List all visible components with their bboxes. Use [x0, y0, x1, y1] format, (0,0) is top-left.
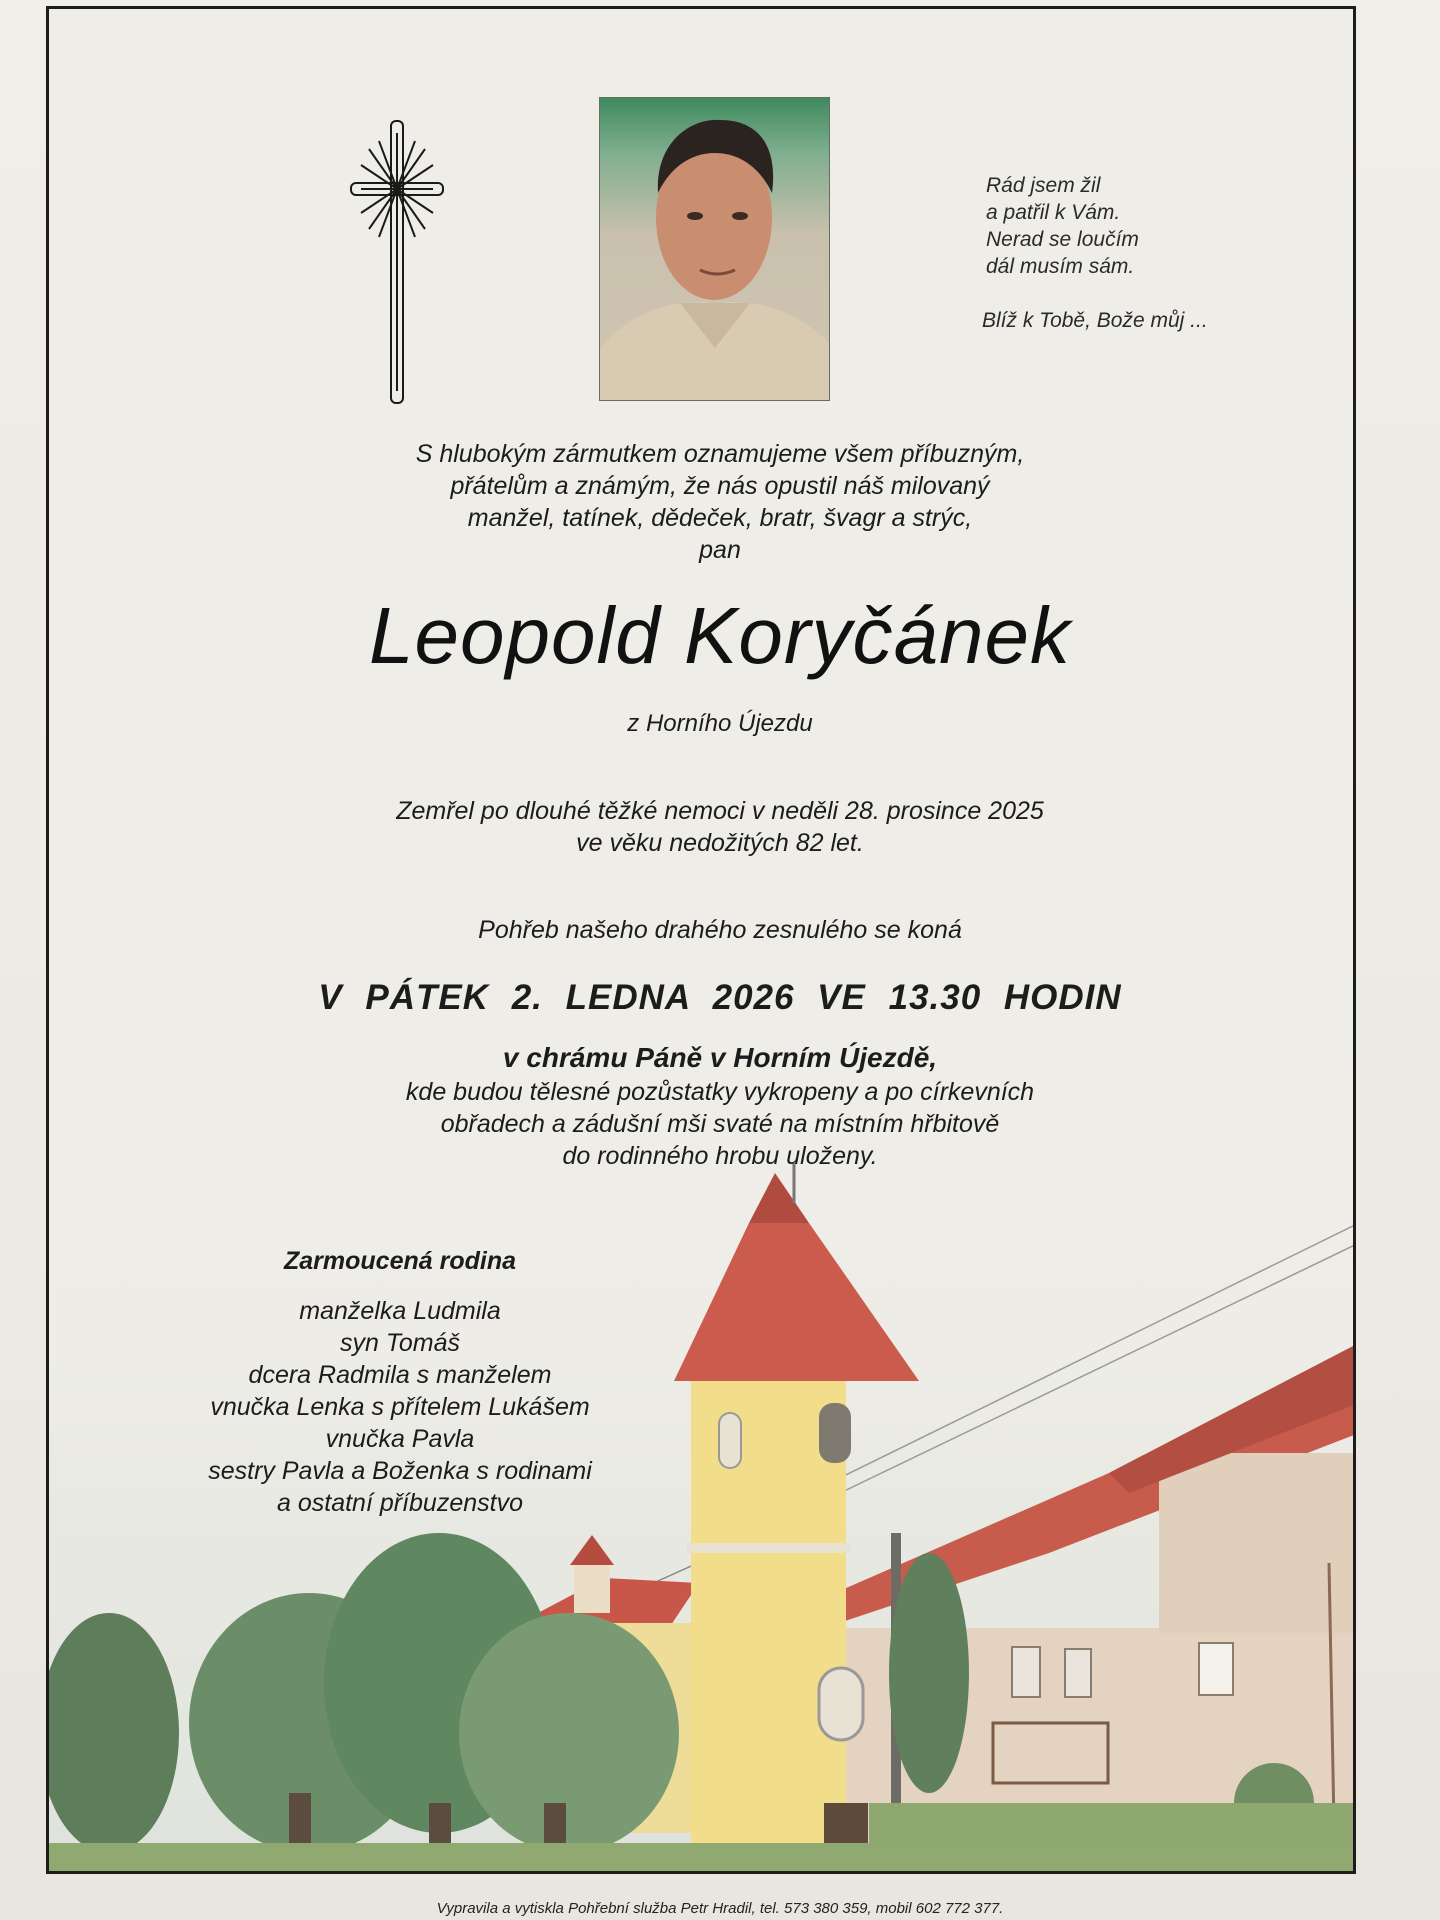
intro-line: S hlubokým zármutkem oznamujeme všem příbuzným,: [415, 440, 1025, 468]
poem-block: [982, 172, 1208, 334]
family-member: vnučka Lenka s přítelem Lukášem: [210, 1393, 590, 1421]
poem-line: dál musím sám.: [986, 255, 1135, 278]
family-member: dcera Radmila s manželem: [248, 1361, 552, 1389]
intro-line: manžel, tatínek, dědeček, bratr, švagr a strýc,: [467, 504, 973, 532]
funeral-detail-line: do rodinného hrobu uloženy.: [562, 1142, 878, 1170]
death-line: Zemřel po dlouhé těžké nemoci v neděli 28. prosince 2025: [396, 797, 1044, 825]
poem-line: Nerad se loučím: [986, 228, 1139, 251]
family-member: manželka Ludmila: [299, 1297, 501, 1325]
deceased-origin: z Horního Újezdu: [627, 710, 813, 737]
poem-line: a patřil k Vám.: [986, 201, 1121, 224]
poem-closing: Blíž k Tobě, Bože můj ...: [982, 309, 1208, 332]
cross-icon: [349, 119, 445, 409]
announcement-intro: [0, 438, 1440, 566]
intro-line: přátelům a známým, že nás opustil náš milovaný: [450, 472, 990, 500]
death-notice: [0, 795, 1440, 859]
family-member: sestry Pavla a Boženka s rodinami: [208, 1457, 592, 1485]
funeral-date: V PÁTEK 2. LEDNA 2026 VE 13.30 HODIN: [318, 978, 1122, 1017]
funeral-intro: Pohřeb našeho drahého zesnulého se koná: [478, 916, 962, 944]
deceased-name: Leopold Koryčánek: [369, 591, 1071, 680]
family-heading: Zarmoucená rodina: [284, 1247, 516, 1275]
poem-line: Rád jsem žil: [986, 174, 1101, 197]
deceased-portrait: [599, 97, 830, 401]
death-line: ve věku nedožitých 82 let.: [576, 829, 864, 857]
family-member: vnučka Pavla: [325, 1425, 475, 1453]
funeral-ceremony: [0, 1040, 1440, 1172]
funeral-detail-line: obřadech a zádušní mši svaté na místním hřbitově: [440, 1110, 1000, 1138]
family-member: a ostatní příbuzenstvo: [277, 1489, 523, 1517]
funeral-detail-line: kde budou tělesné pozůstatky vykropeny a po církevních: [405, 1078, 1035, 1106]
funeral-place: v chrámu Páně v Horním Újezdě,: [502, 1042, 938, 1073]
intro-line: pan: [699, 536, 741, 564]
family-block: [150, 1245, 650, 1519]
funeral-service-footer: Vypravila a vytiskla Pohřební služba Petr Hradil, tel. 573 380 359, mobil 602 772 377.: [436, 1900, 1004, 1917]
family-member: syn Tomáš: [340, 1329, 460, 1357]
